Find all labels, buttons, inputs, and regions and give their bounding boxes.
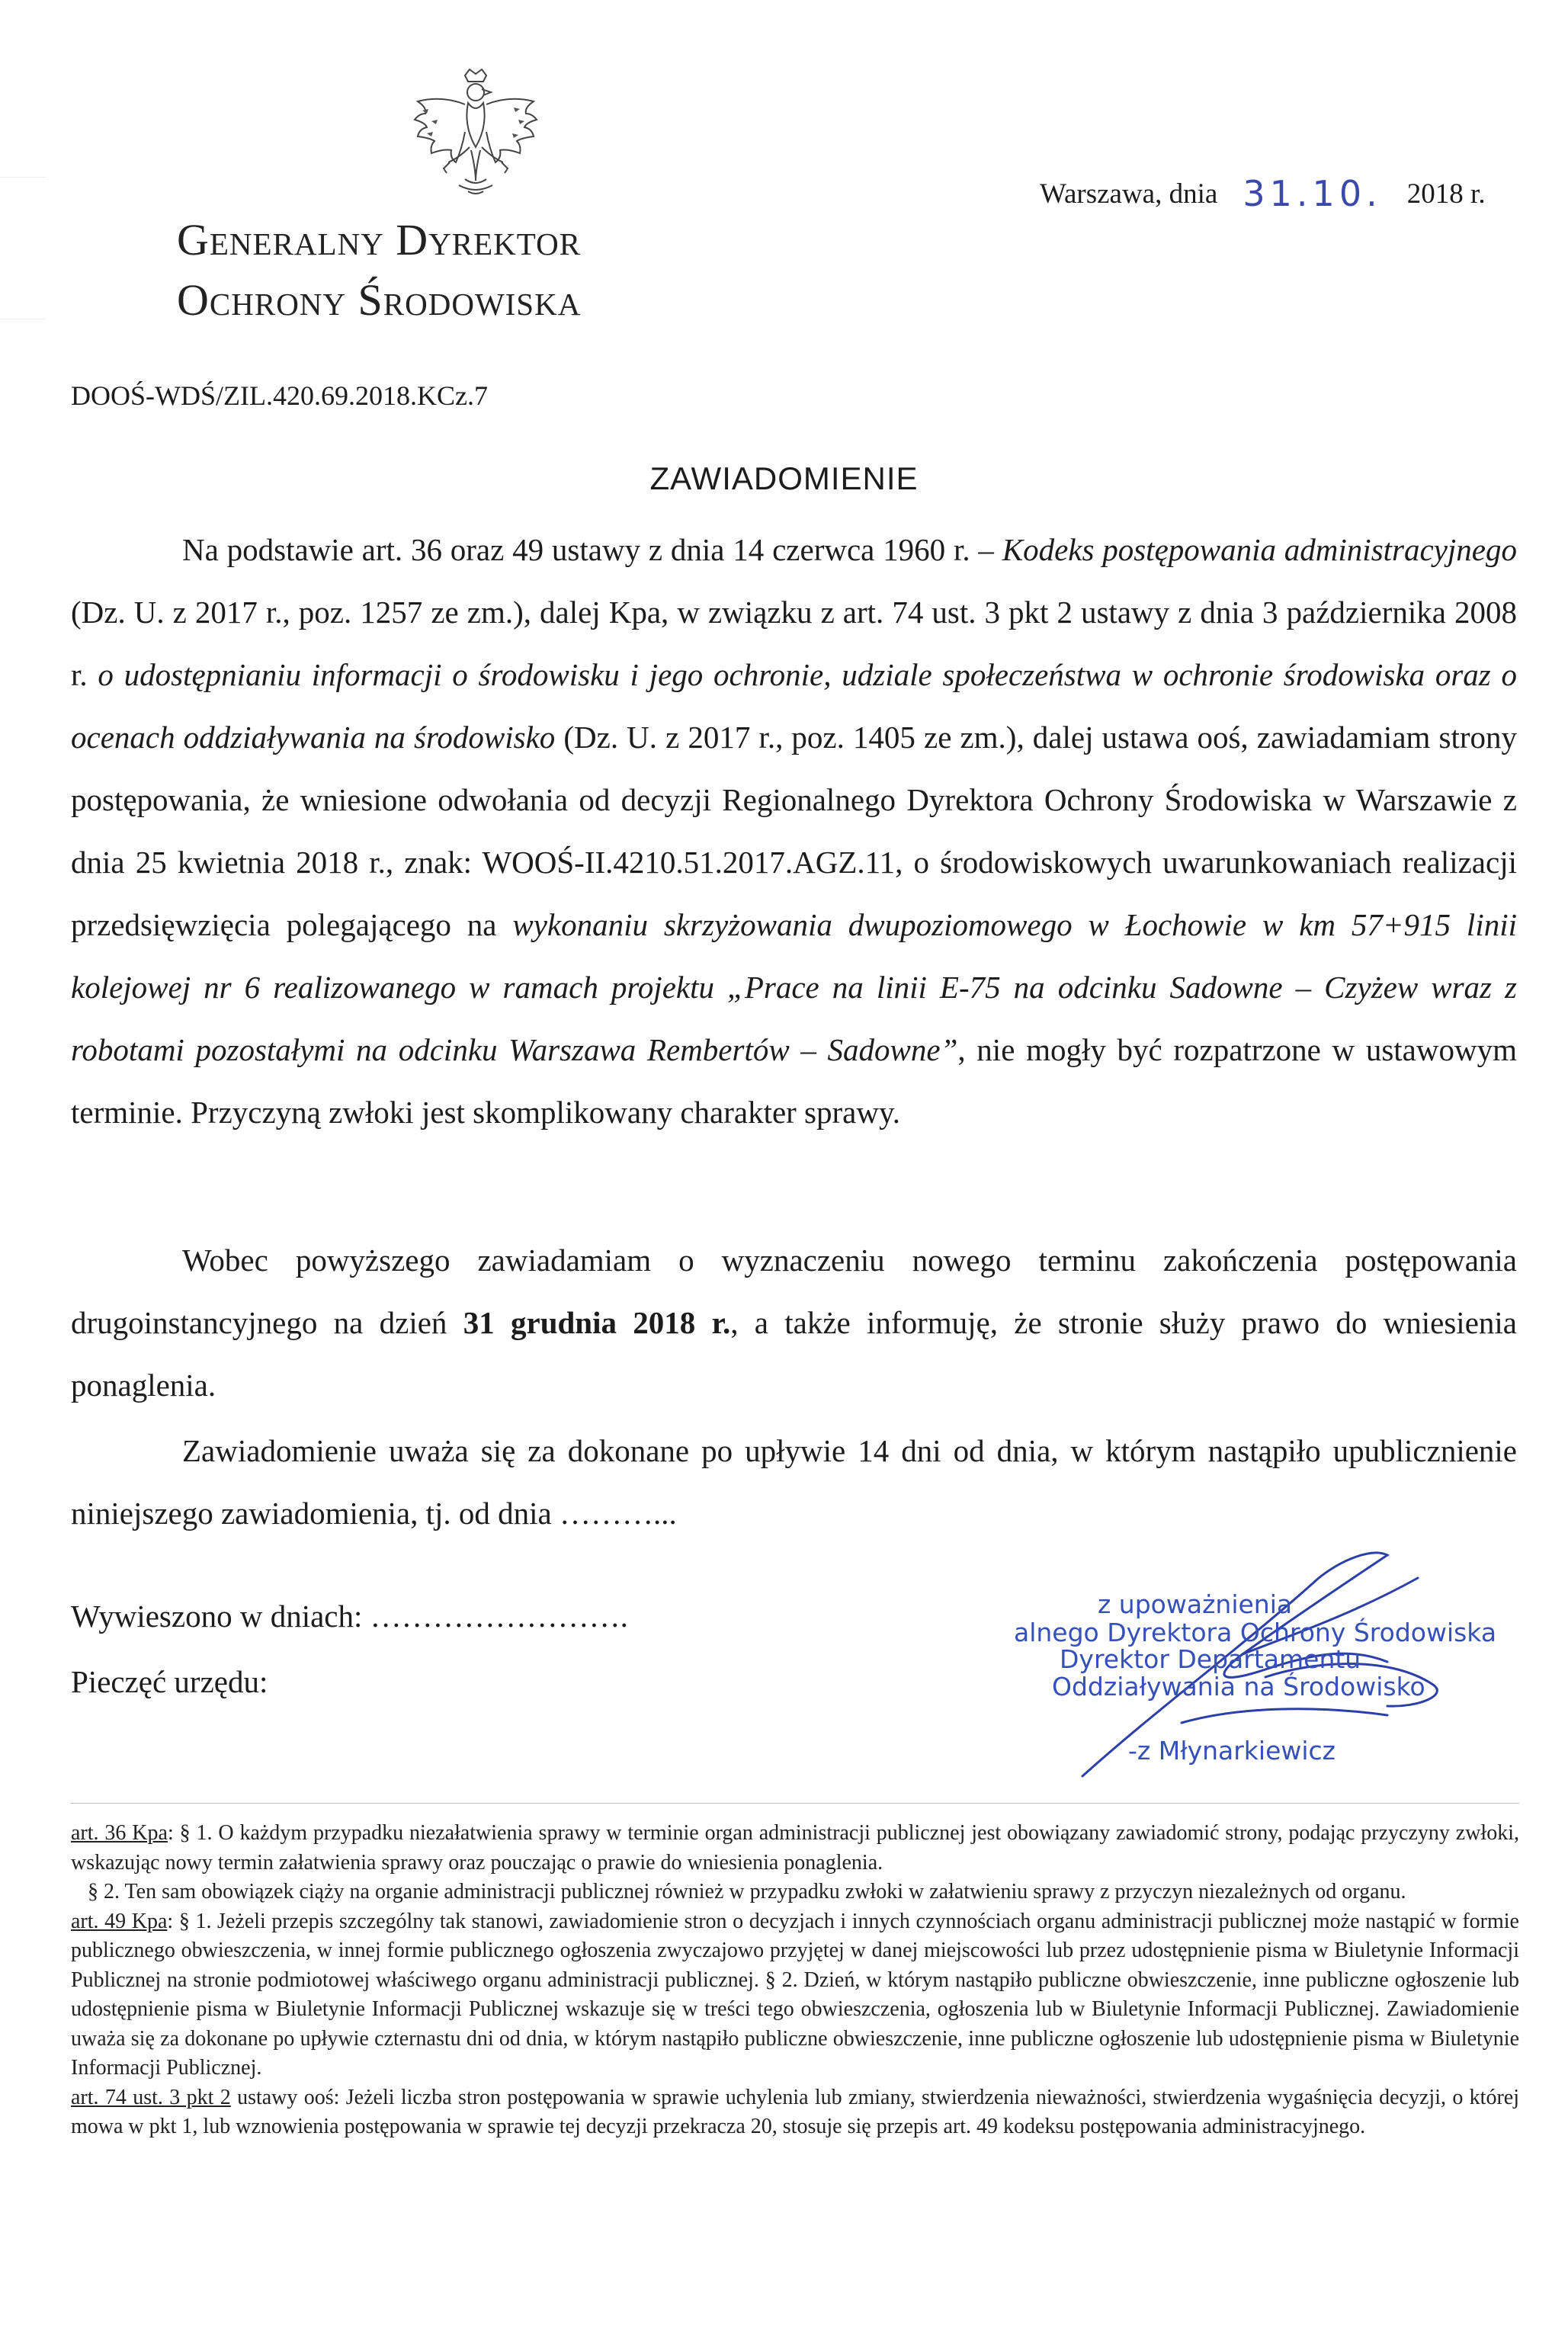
posted-dates-label: Wywieszono w dniach: …………………….: [71, 1599, 628, 1634]
document-title: ZAWIADOMIENIE: [649, 460, 919, 496]
body-paragraph-3: [71, 1419, 1517, 1544]
footnote-art36-ref: art. 36 Kpa: [71, 1821, 168, 1845]
office-stamp-label: Pieczęć urzędu:: [71, 1664, 268, 1699]
p1-text-4: , nie mogły być rozpatrzone w ustawowym terminie. Przyczyną zwłoki jest skomplikowany charakter sprawy.: [71, 1032, 1517, 1130]
footnote-art36-p2-text: § 2. Ten sam obowiązek ciąży na organie administracji publicznej również w przypadku zwłoki w załatwieniu sprawy z przyczyn niezależnych od organu.: [88, 1880, 1406, 1903]
case-reference: DOOŚ-WDŚ/ZIL.420.69.2018.KCz.7: [71, 380, 488, 411]
footnote-art74-ref: art. 74 ust. 3 pkt 2: [71, 2085, 231, 2109]
p1-project-name: wykonaniu skrzyżowania dwupoziomowego w Łochowie w km 57+915 linii kolejowej nr 6 realizowanego w ramach projektu „Prace na linii E-75 na odcinku Sadowne – Czyżew wraz z robotami pozostałymi na odcinku Warszawa Rembertów – Sadowne”: [71, 907, 1517, 1067]
signature-stamp-line1: z upoważnienia: [1098, 1589, 1293, 1619]
footnote-divider: [71, 1803, 1519, 1804]
footnote-art36-p2: [71, 1878, 1519, 1907]
footnote-art36: [71, 1819, 1519, 1878]
footnote-art36-text: : § 1. O każdym przypadku niezałatwienia sprawy w terminie organ administracji publicznej jest obowiązany zawiadomić strony, podając przyczyny zwłoki, wskazując nowy termin załatwienia sprawy oraz pouczając o prawie do wniesienia ponaglenia.: [71, 1821, 1519, 1875]
p1-act-title-oos: o udostępnianiu informacji o środowisku i jego ochronie, udziale społeczeństwa w ochronie środowiska oraz o ocenach oddziaływania na środowisko: [71, 657, 1517, 755]
signature-stamp-line2: alnego Dyrektora Ochrony Środowiska: [1014, 1618, 1497, 1647]
signature-stamp-line3: Dyrektor Departamentu: [1060, 1644, 1361, 1674]
p1-text-3: (Dz. U. z 2017 r., poz. 1405 ze zm.), dalej ustawa ooś, zawiadamiam strony postępowania, że wniesione odwołania od decyzji Regionalnego Dyrektora Ochrony Środowiska w Warszawie z dnia 25 kwietnia 2018 r., znak: WOOŚ-II.4210.51.2017.AGZ.11, o środowiskowych uwarunkowaniach realizacji przedsięwzięcia polegającego na: [71, 720, 1517, 942]
issuing-authority-line1: Generalny Dyrektor: [177, 215, 582, 265]
body-paragraph-2: [71, 1229, 1517, 1416]
place-date-prefix: Warszawa, dnia: [1040, 178, 1218, 210]
p1-act-title-kpa: Kodeks postępowania administracyjnego: [1002, 532, 1517, 567]
p2-text-1: Wobec powyższego zawiadamiam o wyznaczeniu nowego terminu zakończenia postępowania drugoinstancyjnego na dzień: [71, 1243, 1517, 1340]
place-date-suffix: 2018 r.: [1406, 178, 1486, 210]
p2-text-2: , a także informuję, że stronie służy prawo do wniesienia ponaglenia.: [71, 1305, 1517, 1403]
footnote-art74-text: ustawy ooś: Jeżeli liczba stron postępowania w sprawie uchylenia lub zmiany, stwierdzenia nieważności, stwierdzenia wygaśnięcia decyzji, o której mowa w pkt 1, lub wznowienia postępowania w sprawie tej decyzji przekracza 20, stosuje się przepis art. 49 kodeksu postępowania administracyjnego.: [71, 2085, 1519, 2138]
legal-footnotes: [71, 1819, 1519, 2142]
eagle-emblem-icon: [404, 65, 547, 199]
issuing-authority-line2: Ochrony Środowiska: [177, 275, 582, 325]
footnote-art74: [71, 2083, 1519, 2142]
p3-text: Zawiadomienie uważa się za dokonane po upływie 14 dni od dnia, w którym nastąpiło upublicznienie niniejszego zawiadomienia, tj. od dnia ………...: [71, 1433, 1517, 1531]
p1-text-2: (Dz. U. z 2017 r., poz. 1257 ze zm.), dalej Kpa, w związku z art. 74 ust. 3 pkt 2 ustawy z dnia 3 października 2008 r.: [71, 595, 1517, 692]
signature-stamp-line4: Oddziaływania na Środowisko: [1052, 1672, 1425, 1701]
footnote-art49-text: : § 1. Jeżeli przepis szczególny tak stanowi, zawiadomienie stron o decyzjach i innych czynnościach organu administracji publicznej może nastąpić w formie publicznego obwieszczenia, w innej formie publicznego ogłoszenia zwyczajowo przyjętej w danej miejscowości lub przez udostępnienie pisma w Biuletynie Informacji Publicznej na stronie podmiotowej właściwego organu administracji publicznej. § 2. Dzień, w którym nastąpiło publiczne obwieszczenie, inne publiczne ogłoszenie lub udostępnienie pisma w Biuletynie Informacji Publicznej wskazuje się w treści tego obwieszczenia, ogłoszenia lub w Biuletynie Informacji Publicznej. Zawiadomienie uważa się za dokonane po upływie czternastu dni od dnia, w którym nastąpiło publiczne obwieszczenie, inne publiczne ogłoszenie lub udostępnienie pisma w Biuletynie Informacji Publicznej.: [71, 1909, 1519, 2080]
handwritten-date: 31.10.: [1243, 173, 1382, 214]
scan-margin-mark: [0, 177, 46, 178]
body-paragraph-1: [71, 518, 1517, 1143]
p1-text-1: Na podstawie art. 36 oraz 49 ustawy z dnia 14 czerwca 1960 r. –: [182, 532, 1002, 567]
signature-stamp-line5: -z Młynarkiewicz: [1128, 1736, 1336, 1766]
footnote-art49-ref: art. 49 Kpa: [71, 1909, 168, 1933]
place-date: [1040, 173, 1486, 214]
footnote-art49: [71, 1907, 1519, 2083]
new-deadline: 31 grudnia 2018 r.: [463, 1305, 731, 1340]
